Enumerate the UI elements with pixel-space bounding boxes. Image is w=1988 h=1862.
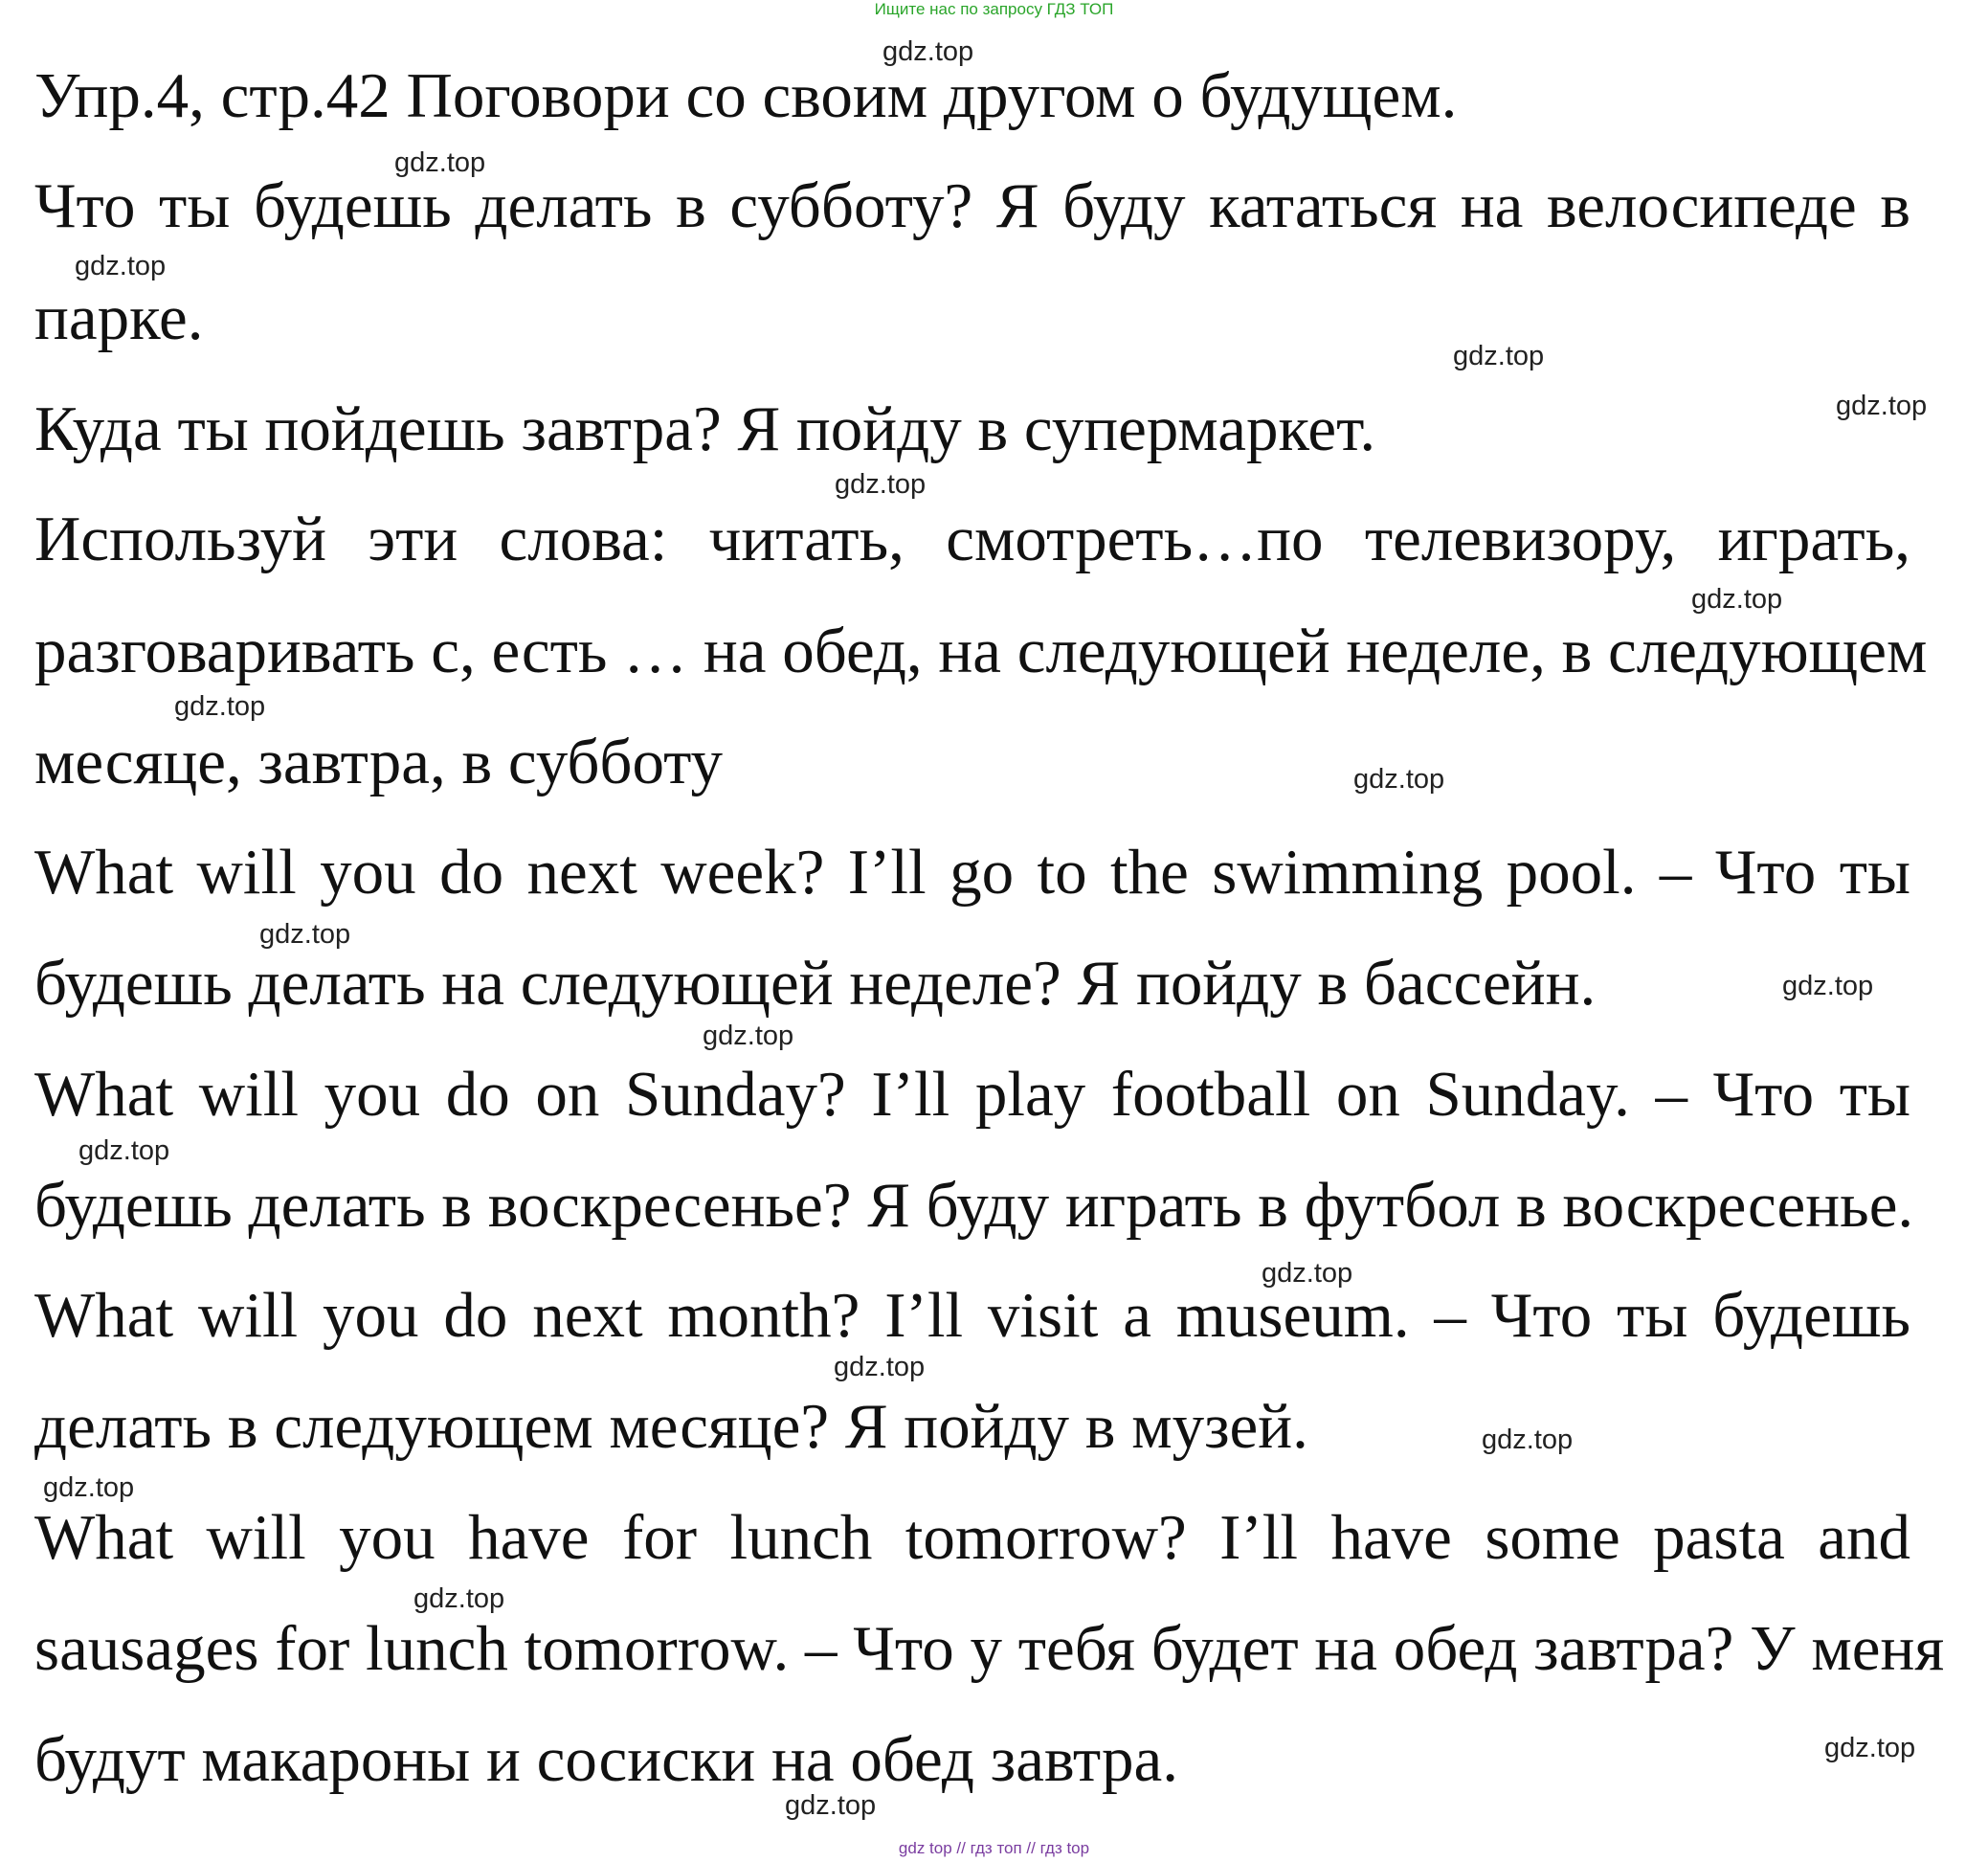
- text-line: будешь делать в воскресенье? Я буду играть в футбол в воскресенье.: [34, 1170, 1914, 1241]
- top-banner: Ищите нас по запросу ГДЗ ТОП: [874, 0, 1114, 18]
- watermark: gdz.top: [1836, 391, 1928, 421]
- text-line: делать в следующем месяце? Я пойду в музей.: [34, 1391, 1308, 1462]
- watermark: gdz.top: [1353, 764, 1445, 795]
- text-line: Куда ты пойдешь завтра? Я пойду в супермаркет.: [34, 393, 1376, 464]
- footer-watermark: gdz top // гдз топ // гдз top: [898, 1839, 1090, 1857]
- watermark: gdz.top: [394, 147, 486, 178]
- text-line: Используй эти слова: читать, смотреть…по телевизору, играть,: [34, 504, 1910, 574]
- watermark: gdz.top: [1824, 1733, 1916, 1763]
- text-line: Что ты будешь делать в субботу? Я буду кататься на велосипеде в: [34, 170, 1910, 241]
- watermark: gdz.top: [1262, 1258, 1353, 1289]
- watermark: gdz.top: [174, 691, 266, 722]
- watermark: gdz.top: [1691, 584, 1783, 615]
- watermark: gdz.top: [835, 469, 927, 500]
- text-line: What will you do next week? I’ll go to the swimming pool. – Что ты: [34, 837, 1910, 908]
- watermark: gdz.top: [703, 1021, 794, 1051]
- text-line: What will you do next month? I’ll visit a museum. – Что ты будешь: [34, 1280, 1910, 1351]
- watermark: gdz.top: [785, 1790, 877, 1821]
- text-line: будешь делать на следующей неделе? Я пойду в бассейн.: [34, 948, 1597, 1019]
- text-line: What will you do on Sunday? I’ll play football on Sunday. – Что ты: [34, 1059, 1910, 1130]
- text-line: парке.: [34, 282, 204, 353]
- watermark: gdz.top: [413, 1583, 505, 1614]
- watermark: gdz.top: [1482, 1425, 1574, 1455]
- watermark: gdz.top: [882, 36, 974, 67]
- watermark: gdz.top: [78, 1135, 170, 1166]
- watermark: gdz.top: [259, 919, 351, 950]
- watermark: gdz.top: [834, 1352, 926, 1382]
- exercise-title: Упр.4, стр.42 Поговори со своим другом о будущем.: [34, 60, 1458, 131]
- text-line: sausages for lunch tomorrow. – Что у тебя будет на обед завтра? У меня: [34, 1613, 1945, 1684]
- watermark: gdz.top: [1453, 341, 1545, 371]
- watermark: gdz.top: [75, 251, 167, 281]
- text-line: будут макароны и сосиски на обед завтра.: [34, 1724, 1179, 1795]
- text-line: What will you have for lunch tomorrow? I’ll have some pasta and: [34, 1502, 1910, 1573]
- text-line: месяце, завтра, в субботу: [34, 727, 724, 797]
- watermark: gdz.top: [1782, 971, 1874, 1001]
- watermark: gdz.top: [43, 1472, 135, 1503]
- text-line: разговаривать с, есть … на обед, на следующей неделе, в следующем: [34, 616, 1928, 686]
